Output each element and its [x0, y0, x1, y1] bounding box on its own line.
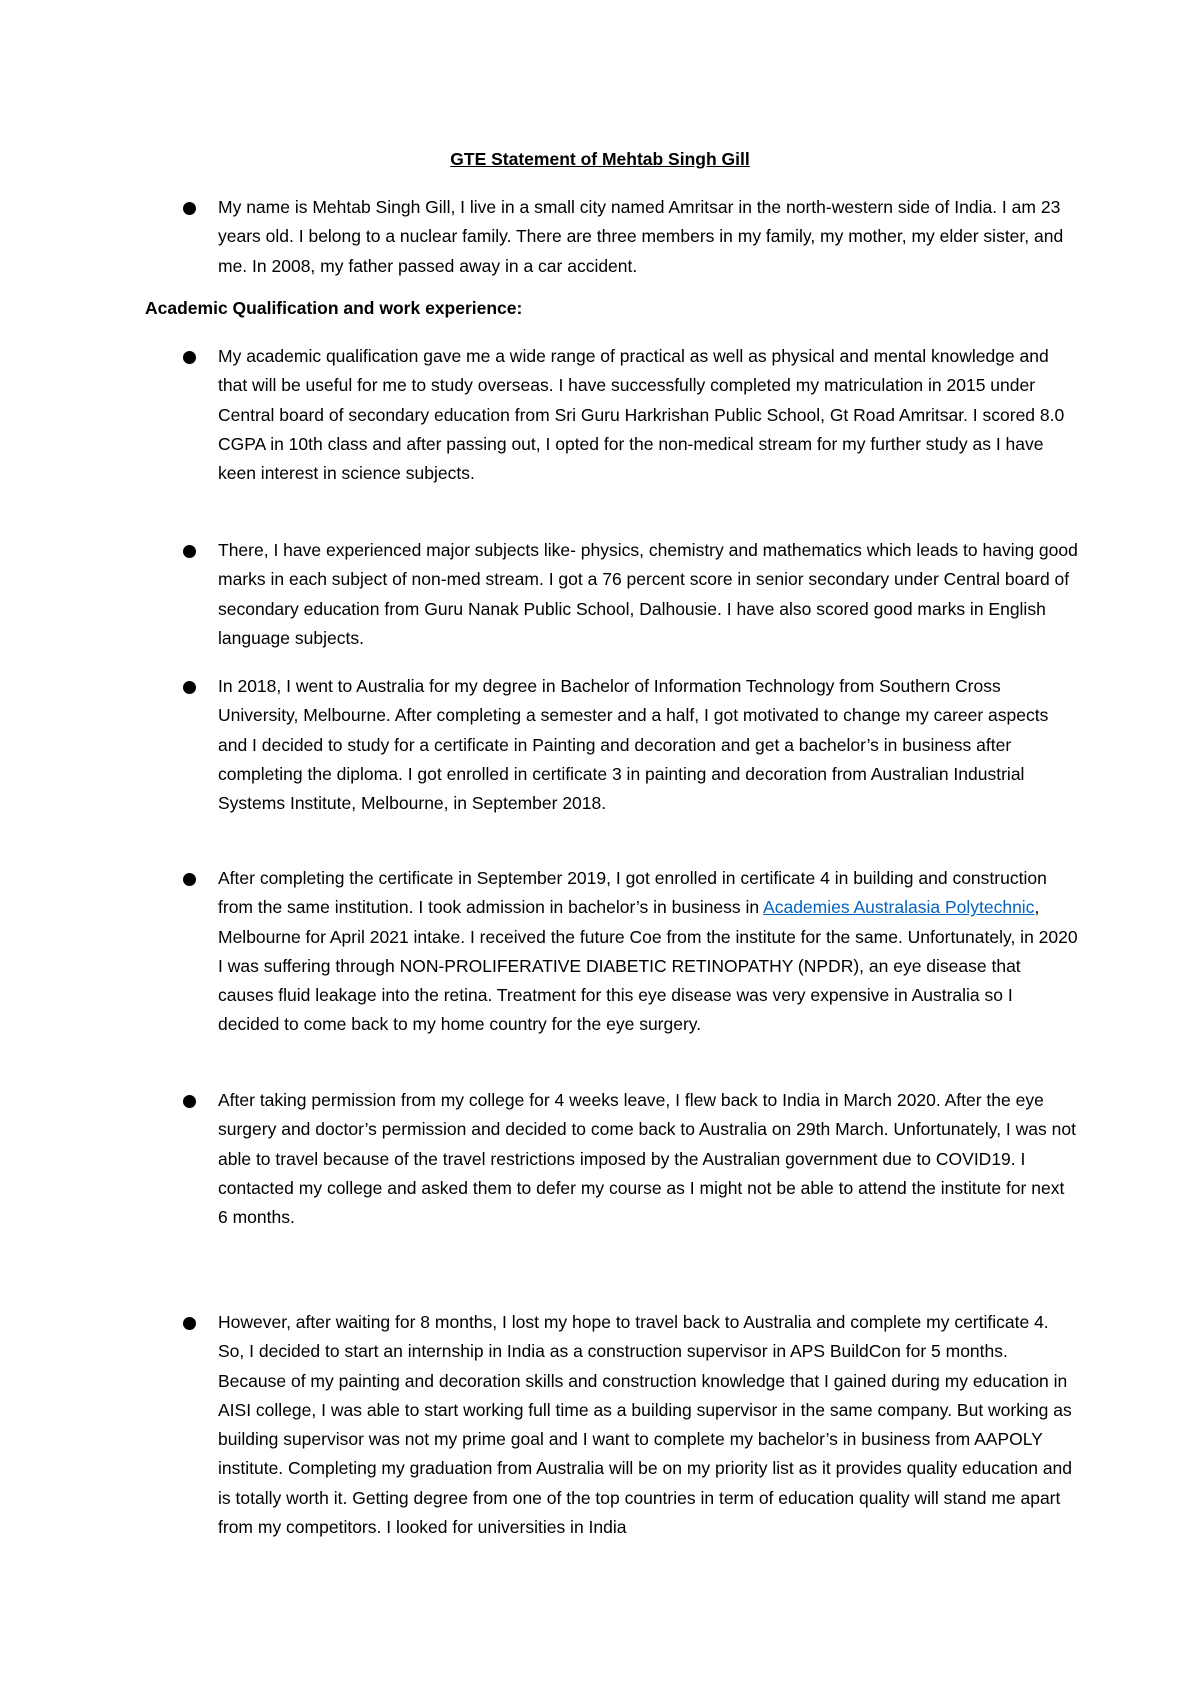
document-title: GTE Statement of Mehtab Singh Gill	[450, 149, 750, 169]
paragraph-australia-2018	[218, 672, 1078, 818]
academies-australasia-polytechnic-link[interactable]: Academies Australasia Polytechnic	[763, 897, 1035, 918]
bullet-icon	[183, 351, 196, 364]
bullet-icon	[183, 545, 196, 558]
paragraph-senior-secondary	[218, 536, 1078, 653]
paragraph-text: After taking permission from my college for 4 weeks leave, I flew back to India in March 2020. After the eye surgery and doctor’s permission and decided to come back to Australia on 29th March. Unfortunately, I was not able to travel because of the travel restrictions imposed by the Australian government due to COVID19. I contacted my college and asked them to defer my course as I might not be able to attend the institute for next 6 months.	[218, 1090, 1076, 1228]
paragraph-internship	[218, 1308, 1078, 1542]
paragraph-academic-qualification	[218, 342, 1078, 488]
paragraph-text: My academic qualification gave me a wide range of practical as well as physical and mental knowledge and that will be useful for me to study overseas. I have successfully completed my matriculation in 2015 under Central board of secondary education from Sri Guru Harkrishan Public School, Gt Road Amritsar. I scored 8.0 CGPA in 10th class and after passing out, I opted for the non-medical stream for my further study as I have keen interest in science subjects.	[218, 346, 1065, 484]
section-heading: Academic Qualification and work experience:	[145, 298, 523, 318]
bullet-icon	[183, 1317, 196, 1330]
paragraph-text: However, after waiting for 8 months, I lost my hope to travel back to Australia and complete my certificate 4. So, I decided to start an internship in India as a construction supervisor in APS BuildCon for 5 months. Because of my painting and decoration skills and construction knowledge that I gained during my education in AISI college, I was able to start working full time as a building supervisor in the same company. But working as building supervisor was not my prime goal and I want to complete my bachelor’s in business from AAPOLY institute. Completing my graduation from Australia will be on my priority list as it provides quality education and is totally worth it. Getting degree from one of the top countries in term of education quality will stand me apart from my competitors. I looked for universities in India	[218, 1312, 1073, 1538]
paragraph-certificate-4	[218, 864, 1078, 1040]
bullet-icon	[183, 873, 196, 886]
paragraph-text: In 2018, I went to Australia for my degree in Bachelor of Information Technology from Southern Cross University, Melbourne. After completing a semester and a half, I got motivated to change my career aspects and I decided to study for a certificate in Painting and decoration and get a bachelor’s in business after completing the diploma. I got enrolled in certificate 3 in painting and decoration from Australian Industrial Systems Institute, Melbourne, in September 2018.	[218, 676, 1049, 814]
bullet-icon	[183, 1095, 196, 1108]
paragraph-covid-travel	[218, 1086, 1078, 1232]
bullet-icon	[183, 681, 196, 694]
intro-text: My name is Mehtab Singh Gill, I live in a small city named Amritsar in the north-western side of India. I am 23 years old. I belong to a nuclear family. There are three members in my family, my mother, my elder sister, and me. In 2008, my father passed away in a car accident.	[218, 197, 1064, 276]
intro-paragraph	[218, 193, 1078, 281]
paragraph-text: There, I have experienced major subjects like- physics, chemistry and mathematics which leads to having good marks in each subject of non-med stream. I got a 76 percent score in senior secondary under Central board of secondary education from Guru Nanak Public School, Dalhousie. I have also scored good marks in English language subjects.	[218, 540, 1078, 648]
paragraph-text-end: , Melbourne for April 2021 intake. I received the future Coe from the institute for the same. Unfortunately, in 2020 I was suffering through NON-PROLIFERATIVE DIABETIC RETINOPATHY (NPDR), an eye disease that causes fluid leakage into the retina. Treatment for this eye disease was very expensive in Australia so I decided to come back to my home country for the eye surgery.	[218, 897, 1078, 1035]
bullet-icon	[183, 202, 196, 215]
paragraph-text-start: After completing the certificate in September 2019, I got enrolled in certificate 4 in building and construction from the same institution. I took admission in bachelor’s in business in	[218, 868, 1047, 918]
